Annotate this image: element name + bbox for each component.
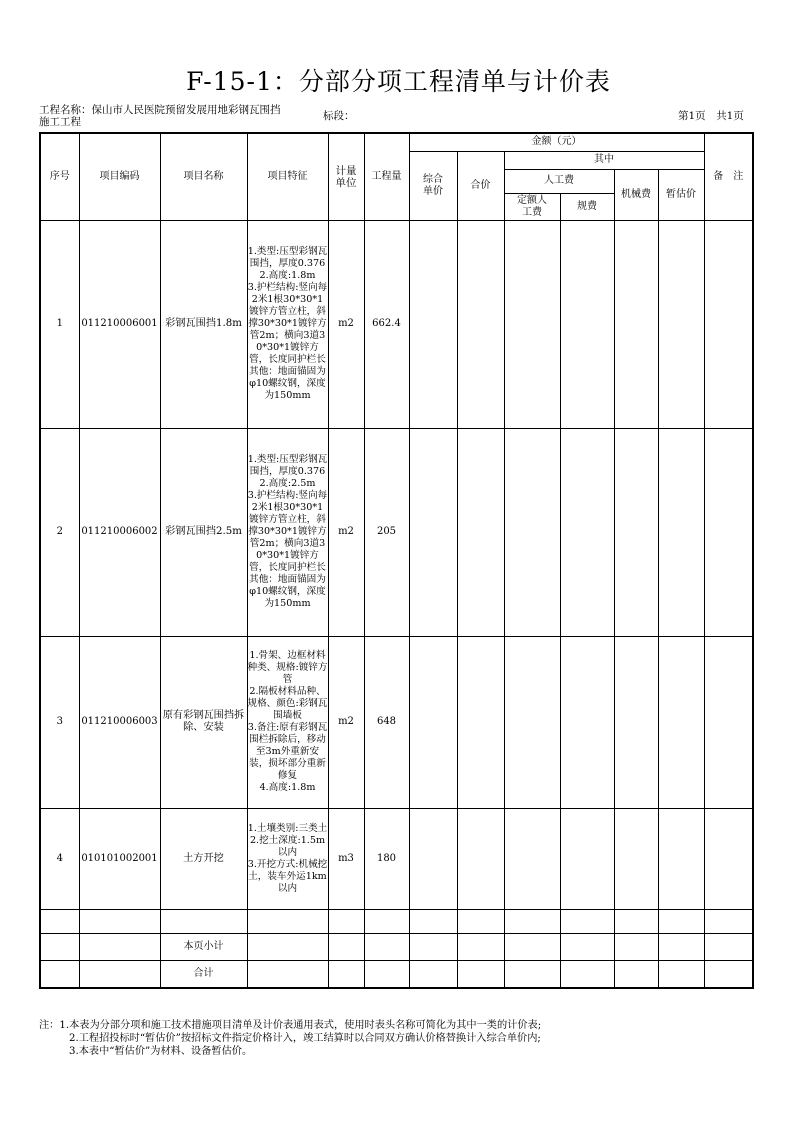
header-machine: 机械费 [614,169,658,220]
footnotes [39,1019,541,1058]
header-unit: 计量单位 [328,133,364,220]
row-qty: 180 [364,808,409,909]
section-label: 标段： [323,110,355,122]
header-feature: 项目特征 [247,133,328,220]
row-unit: m3 [328,808,364,909]
row-feature: 1.骨架、边框材料种类、规格:镀锌方管 2.隔板材料品种、规格、颜色:彩钢瓦围墙板 3.备注:原有彩钢瓦围栏拆除后，移动至3m外重新安装，损坏部分重新修复 4.高度:1.8m [247,636,328,808]
row-name: 彩钢瓦围挡1.8m [160,220,247,428]
bill-table [39,132,754,989]
header-seq: 序号 [40,133,79,220]
subtotal-row [40,933,753,960]
project-name-line2: 施工工程 [39,116,81,128]
note-2: 2.工程招投标时“暂估价”按招标文件指定价格计入，竣工结算时以合同双方确认价格替换计入综合单价内; [69,1033,541,1044]
row-code: 010101002001 [79,808,160,909]
total-row [40,960,753,988]
row-code: 011210006001 [79,220,160,428]
header-fees: 规费 [560,193,614,220]
row-name: 土方开挖 [160,808,247,909]
header-name: 项目名称 [160,133,247,220]
table-row [40,220,753,428]
row-code: 011210006002 [79,428,160,636]
row-qty: 205 [364,428,409,636]
row-unit: m2 [328,220,364,428]
row-seq: 4 [40,808,79,909]
page-info: 第1页 共1页 [678,110,744,122]
row-seq: 2 [40,428,79,636]
table-row [40,428,753,636]
row-code: 011210006003 [79,636,160,808]
project-name-line1: 工程名称：保山市人民医院预留发展用地彩钢瓦围挡 [39,104,281,116]
header-remarks: 备 注 [704,133,753,220]
total-label: 合计 [160,960,247,988]
header-unit-price: 综合单价 [409,151,457,220]
header-of-which: 其中 [504,151,704,169]
row-feature: 1.土壤类别:三类土 2.挖土深度:1.5m以内 3.开挖方式:机械挖土，装车外运1km以内 [247,808,328,909]
row-qty: 662.4 [364,220,409,428]
project-name [39,104,281,128]
row-feature: 1.类型:压型彩钢瓦围挡，厚度0.376 2.高度:1.8m 3.护栏结构:竖向每2米1根30*30*1镀锌方管立柱，斜撑30*30*1镀锌方管2m；横向3道30*30*1镀锌方管，长度同护栏长 其他：地面锚固为φ10螺纹钢，深度为150mm [247,220,328,428]
row-name: 彩钢瓦围挡2.5m [160,428,247,636]
header-qty: 工程量 [364,133,409,220]
table-row [40,636,753,808]
empty-row [40,909,753,933]
header-labor: 人工费 [504,169,614,193]
row-seq: 3 [40,636,79,808]
table-row [40,808,753,909]
row-name: 原有彩钢瓦围挡拆除、安装 [160,636,247,808]
note-1: 注：1.本表为分部分项和施工技术措施项目清单及计价表通用表式，使用时表头名称可简化为其中一类的计价表; [39,1020,542,1031]
header-amount: 金额（元） [409,133,704,151]
header-code: 项目编码 [79,133,160,220]
row-unit: m2 [328,636,364,808]
subtotal-label: 本页小计 [160,933,247,960]
row-qty: 648 [364,636,409,808]
row-unit: m2 [328,428,364,636]
row-feature: 1.类型:压型彩钢瓦围挡，厚度0.376 2.高度:2.5m 3.护栏结构:竖向每2米1根30*30*1镀锌方管立柱，斜撑30*30*1镀锌方管2m；横向3道30*30*1镀锌方管，长度同护栏长 其他：地面锚固为φ10螺纹钢，深度为150mm [247,428,328,636]
note-3: 3.本表中“暂估价”为材料、设备暂估价。 [69,1046,253,1057]
page-title: F-15-1：分部分项工程清单与计价表 [186,67,611,96]
row-seq: 1 [40,220,79,428]
header-provisional: 暂估价 [658,169,704,220]
header-total: 合价 [457,151,504,220]
header-quota-labor: 定额人工费 [504,193,560,220]
